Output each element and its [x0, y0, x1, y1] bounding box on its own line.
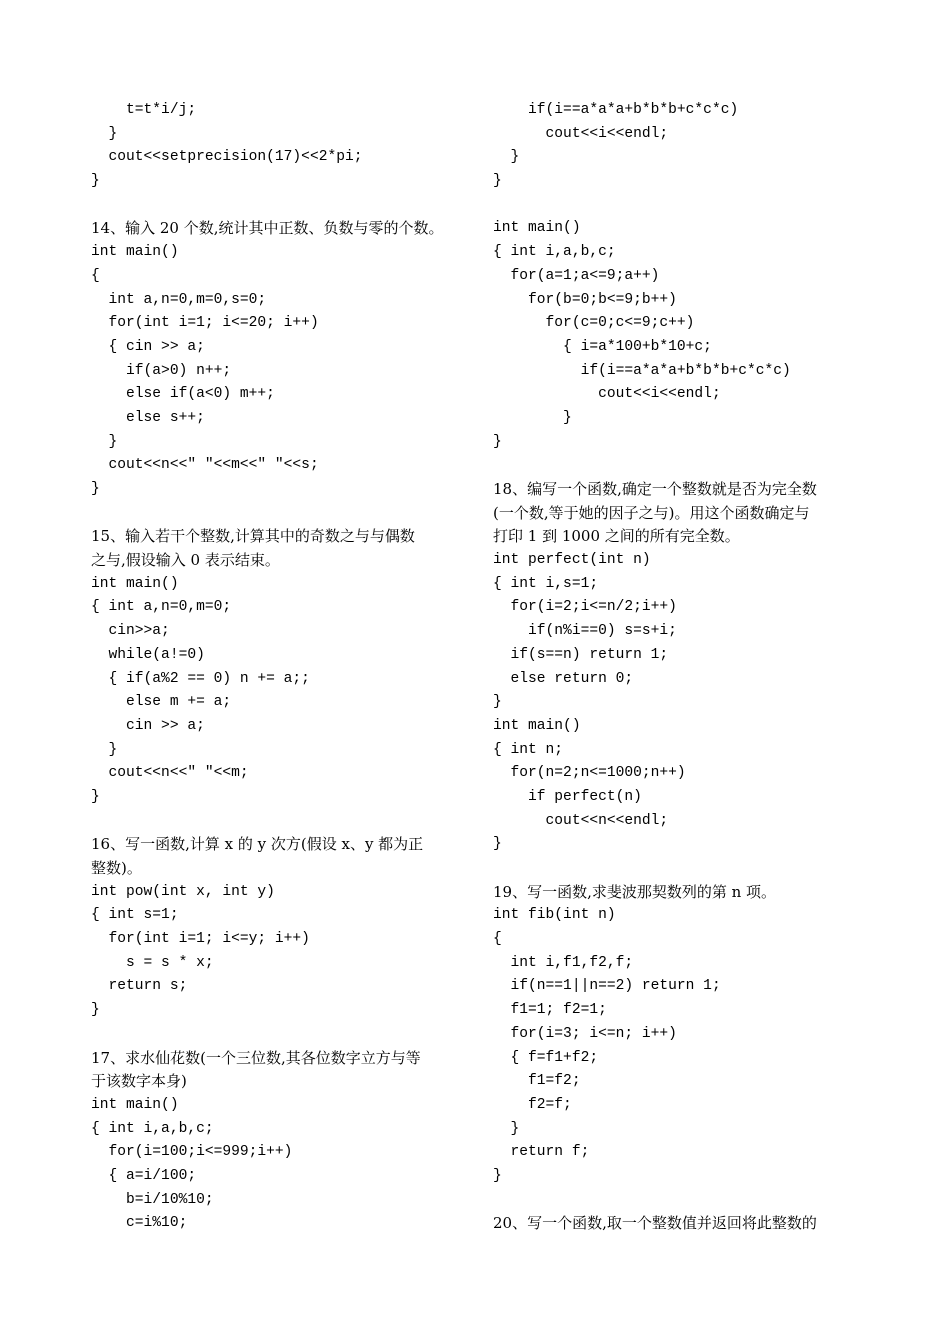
code-line: cout<<setprecision(17)<<2*pi; [91, 149, 363, 166]
code-line: { cin >> a; [91, 338, 205, 355]
code-line: int main() [493, 220, 581, 237]
code-line: { int i,s=1; [493, 575, 599, 592]
code-line: } [91, 433, 118, 450]
code-line: else if(a<0) m++; [91, 386, 275, 403]
code-line: s = s * x; [91, 954, 214, 971]
code-line: for(i=100;i<=999;i++) [91, 1144, 293, 1161]
code-line: { int s=1; [91, 907, 179, 924]
code-line: int perfect(int n) [493, 552, 651, 569]
code-line: int main() [91, 575, 179, 592]
question-text-line: 16、写一函数,计算 x 的 y 次方(假设 x、y 都为正 [91, 835, 424, 854]
blank-line [493, 857, 868, 881]
code-line: if(s==n) return 1; [493, 646, 669, 663]
right-column [493, 99, 868, 1236]
code-line: for(a=1;a<=9;a++) [493, 267, 660, 284]
code-line: if(n==1||n==2) return 1; [493, 978, 721, 995]
code-line: } [493, 694, 502, 711]
blank-line [493, 1189, 868, 1213]
code-line: } [91, 1002, 100, 1019]
question-text-line: 19、写一函数,求斐波那契数列的第 n 项。 [493, 882, 777, 901]
code-line: } [91, 788, 100, 805]
code-line: int pow(int x, int y) [91, 883, 275, 900]
left-column [91, 99, 466, 1236]
code-line: for(int i=1; i<=y; i++) [91, 931, 310, 948]
code-line: if perfect(n) [493, 788, 642, 805]
code-line: c=i%10; [91, 1215, 188, 1232]
code-line: { int i,a,b,c; [91, 1120, 214, 1137]
code-line: b=i/10%10; [91, 1191, 214, 1208]
code-line: t=t*i/j; [91, 102, 197, 118]
code-line: { i=a*100+b*10+c; [493, 338, 712, 355]
code-line: { int a,n=0,m=0; [91, 599, 232, 616]
code-line: cin >> a; [91, 717, 205, 734]
question-text-line: 15、输入若干个整数,计算其中的奇数之与与偶数 [91, 527, 415, 546]
code-line: } [493, 1167, 502, 1184]
question-text-line: (一个数,等于她的因子之与)。用这个函数确定与 [493, 503, 810, 522]
blank-line [493, 454, 868, 478]
code-line: else m += a; [91, 694, 232, 711]
code-line: cin>>a; [91, 623, 170, 640]
code-line: } [91, 481, 100, 497]
code-line: cout<<i<<endl; [493, 125, 669, 142]
code-line: int main() [91, 244, 179, 261]
question-text-line: 之与,假设输入 0 表示结束。 [91, 551, 280, 570]
code-line: int main() [493, 717, 581, 734]
code-line: f1=f2; [493, 1073, 581, 1090]
code-line: if(i==a*a*a+b*b*b+c*c*c) [493, 362, 791, 379]
code-line: cout<<n<<" "<<m<<" "<<s; [91, 457, 319, 474]
code-line: int a,n=0,m=0,s=0; [91, 291, 267, 308]
question-text-line: 18、编写一个函数,确定一个整数就是否为完全数 [493, 480, 817, 498]
code-line: for(int i=1; i<=20; i++) [91, 315, 319, 332]
code-line: return s; [91, 978, 188, 995]
question-text-line: 整数)。 [91, 859, 142, 877]
code-line: int main() [91, 1096, 179, 1113]
code-line: } [493, 836, 502, 853]
code-line: else return 0; [493, 670, 634, 687]
code-line: } [493, 149, 520, 166]
code-line: { f=f1+f2; [493, 1049, 599, 1066]
blank-line [91, 194, 466, 218]
blank-line [91, 1023, 466, 1047]
code-line: } [91, 173, 100, 190]
code-line: } [493, 433, 502, 450]
code-line: if(n%i==0) s=s+i; [493, 623, 677, 640]
code-line: return f; [493, 1144, 590, 1161]
question-text-line: 14、输入 20 个数,统计其中正数、负数与零的个数。 [91, 219, 444, 238]
code-line: for(n=2;n<=1000;n++) [493, 765, 686, 782]
code-line: { int i,a,b,c; [493, 244, 616, 261]
code-line: if(a>0) n++; [91, 362, 232, 379]
blank-line [91, 810, 466, 834]
blank-line [493, 194, 868, 218]
code-line: for(i=2;i<=n/2;i++) [493, 599, 677, 616]
code-line: { [493, 931, 502, 948]
code-line: } [91, 125, 118, 142]
blank-line [91, 502, 466, 526]
code-line: { a=i/100; [91, 1167, 197, 1184]
code-line: { if(a%2 == 0) n += a;; [91, 670, 310, 687]
code-line: else s++; [91, 409, 205, 426]
code-line: if(i==a*a*a+b*b*b+c*c*c) [493, 102, 739, 118]
question-text-line: 于该数字本身) [91, 1072, 187, 1091]
code-line: } [91, 741, 118, 758]
code-line: int fib(int n) [493, 907, 616, 924]
code-line: { [91, 267, 100, 284]
code-line: cout<<i<<endl; [493, 386, 721, 403]
code-line: cout<<n<<" "<<m; [91, 765, 249, 782]
code-line: int i,f1,f2,f; [493, 954, 634, 971]
code-line: cout<<n<<endl; [493, 812, 669, 829]
code-line: for(i=3; i<=n; i++) [493, 1025, 677, 1042]
code-line: { int n; [493, 741, 564, 758]
question-text-line: 20、写一个函数,取一个整数值并返回将此整数的 [493, 1214, 817, 1233]
code-line: while(a!=0) [91, 646, 205, 663]
code-line: } [493, 1120, 520, 1137]
code-line: f1=1; f2=1; [493, 1002, 607, 1019]
code-line: } [493, 409, 572, 426]
code-line: for(c=0;c<=9;c++) [493, 315, 695, 332]
question-text-line: 打印 1 到 1000 之间的所有完全数。 [493, 527, 740, 546]
code-line: f2=f; [493, 1096, 572, 1113]
code-line: } [493, 173, 502, 190]
question-text-line: 17、求水仙花数(一个三位数,其各位数字立方与等 [91, 1048, 421, 1067]
code-line: for(b=0;b<=9;b++) [493, 291, 677, 308]
